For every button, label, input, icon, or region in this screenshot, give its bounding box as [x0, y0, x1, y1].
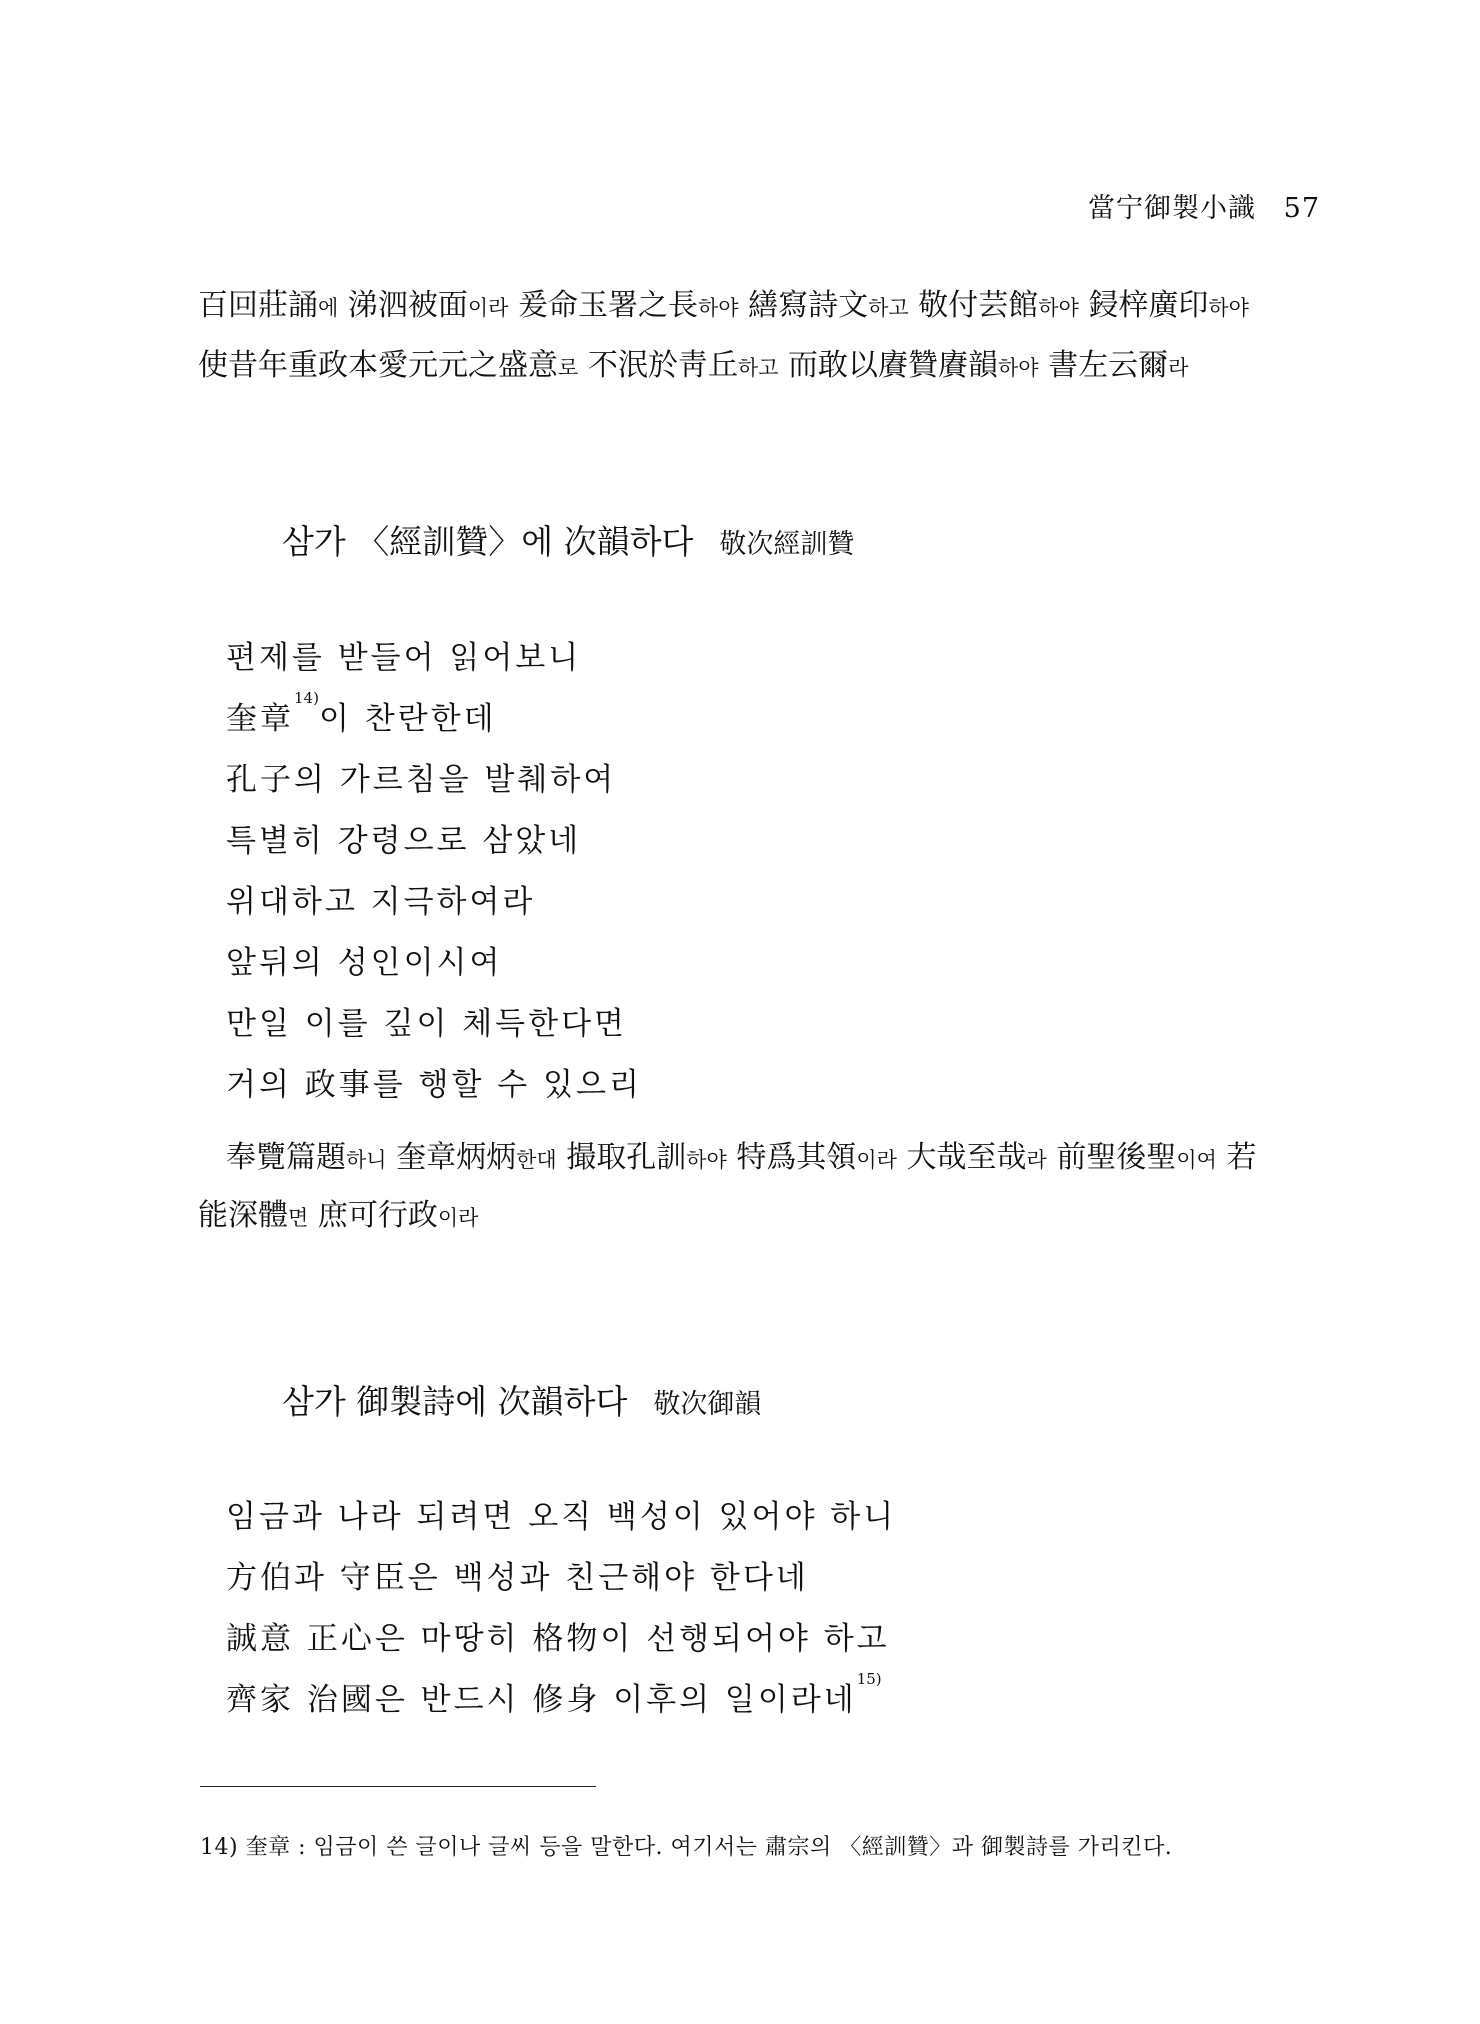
hanja-phrase: 敬付芸館 — [908, 288, 1039, 323]
korean-particle: 하야 — [1038, 296, 1079, 320]
footnote-14: 14) 奎章 : 임금이 쓴 글이나 글씨 등을 말한다. 여기서는 肅宗의 〈經訓贊〉과 御製詩를 가리킨다. — [200, 1835, 1173, 1860]
section-2-title-hanja: 敬次御韻 — [653, 1389, 762, 1420]
hanja-phrase: 書左云爾 — [1038, 348, 1169, 383]
section-2-title — [282, 1376, 761, 1423]
hanja-phrase: 奎章炳炳 — [386, 1140, 517, 1175]
verse-line: 誠意 正心은 마땅히 格物이 선행되어야 하고 — [226, 1621, 890, 1657]
verse-line: 특별히 강령으로 삼았네 — [226, 823, 582, 859]
korean-particle: 이여 — [1176, 1148, 1217, 1172]
hanja-phrase: 爰命玉署之長 — [508, 288, 698, 323]
hanja-phrase: 涕泗被面 — [338, 288, 468, 323]
hanja-phrase: 庶可行政 — [308, 1198, 438, 1233]
hanja-phrase: 百回莊誦 — [198, 288, 318, 323]
verse-line: 임금과 나라 되려면 오직 백성이 있어야 하니 — [226, 1499, 897, 1535]
footnote-divider — [200, 1786, 596, 1787]
footnote-ref: 15) — [856, 1670, 882, 1688]
footnote-ref: 14) — [294, 689, 319, 707]
korean-particle: 하고 — [868, 296, 909, 320]
verse-line — [226, 689, 497, 738]
verse-hanja: 奎章 — [226, 701, 294, 737]
opening-line-2 — [198, 340, 1188, 384]
opening-line-1 — [198, 280, 1249, 324]
korean-particle: 하야 — [697, 296, 739, 320]
hanja-phrase: 撮取孔訓 — [556, 1140, 687, 1175]
section-1-title-korean: 삼가 〈經訓贊〉에 次韻하다 — [282, 522, 694, 561]
original-line-1 — [226, 1132, 1256, 1176]
korean-particle: 이라 — [856, 1148, 897, 1172]
hanja-phrase: 繕寫詩文 — [738, 288, 869, 323]
verse-line: 孔子의 가르침을 발췌하여 — [226, 762, 617, 798]
verse-line — [226, 1670, 882, 1719]
running-header — [1088, 186, 1320, 225]
hanja-phrase: 奉覽篇題 — [226, 1140, 346, 1175]
korean-particle: 라 — [1168, 356, 1189, 380]
korean-particle: 하야 — [997, 356, 1039, 380]
verse-line: 거의 政事를 행할 수 있으리 — [226, 1067, 642, 1103]
hanja-phrase: 而敢以賡贊賡韻 — [778, 348, 998, 383]
hanja-phrase: 不泯於靑丘 — [578, 348, 738, 383]
hanja-phrase: 大哉至哉 — [896, 1140, 1027, 1175]
verse-line: 편제를 받들어 읽어보니 — [226, 640, 582, 676]
hanja-phrase: 若 — [1216, 1140, 1257, 1175]
original-line-2 — [198, 1190, 478, 1234]
hanja-phrase: 使昔年重政本愛元元之盛意 — [198, 348, 558, 383]
section-2-title-korean: 삼가 御製詩에 次韻하다 — [282, 1382, 628, 1421]
hanja-phrase: 能深體 — [198, 1198, 288, 1233]
korean-particle: 에 — [318, 296, 339, 320]
korean-particle: 면 — [288, 1206, 309, 1230]
verse-line: 만일 이를 깊이 체득한다면 — [226, 1006, 627, 1042]
section-1-title-hanja: 敬次經訓贊 — [719, 529, 855, 560]
running-header-title: 當宁御製小識 — [1088, 193, 1257, 224]
korean-particle: 한대 — [516, 1148, 557, 1172]
verse-text: 이 찬란한데 — [318, 701, 497, 737]
verse-line: 앞뒤의 성인이시여 — [226, 945, 503, 981]
korean-particle: 하야 — [686, 1148, 727, 1172]
korean-particle: 하고 — [737, 356, 779, 380]
verse-line: 方伯과 守臣은 백성과 친근해야 한다네 — [226, 1560, 809, 1596]
verse-line: 위대하고 지극하여라 — [226, 884, 536, 920]
korean-particle: 하니 — [346, 1148, 387, 1172]
section-1-title — [282, 516, 854, 563]
hanja-phrase: 鋟梓廣印 — [1078, 288, 1209, 323]
korean-particle: 라 — [1026, 1148, 1047, 1172]
hanja-phrase: 特爲其領 — [726, 1140, 857, 1175]
korean-particle: 이라 — [437, 1206, 479, 1230]
korean-particle: 로 — [558, 356, 579, 380]
korean-particle: 하야 — [1208, 296, 1249, 320]
korean-particle: 이라 — [467, 296, 509, 320]
page-number: 57 — [1283, 193, 1320, 224]
verse-text: 齊家 治國은 반드시 修身 이후의 일이라네 — [226, 1682, 857, 1718]
hanja-phrase: 前聖後聖 — [1046, 1140, 1177, 1175]
